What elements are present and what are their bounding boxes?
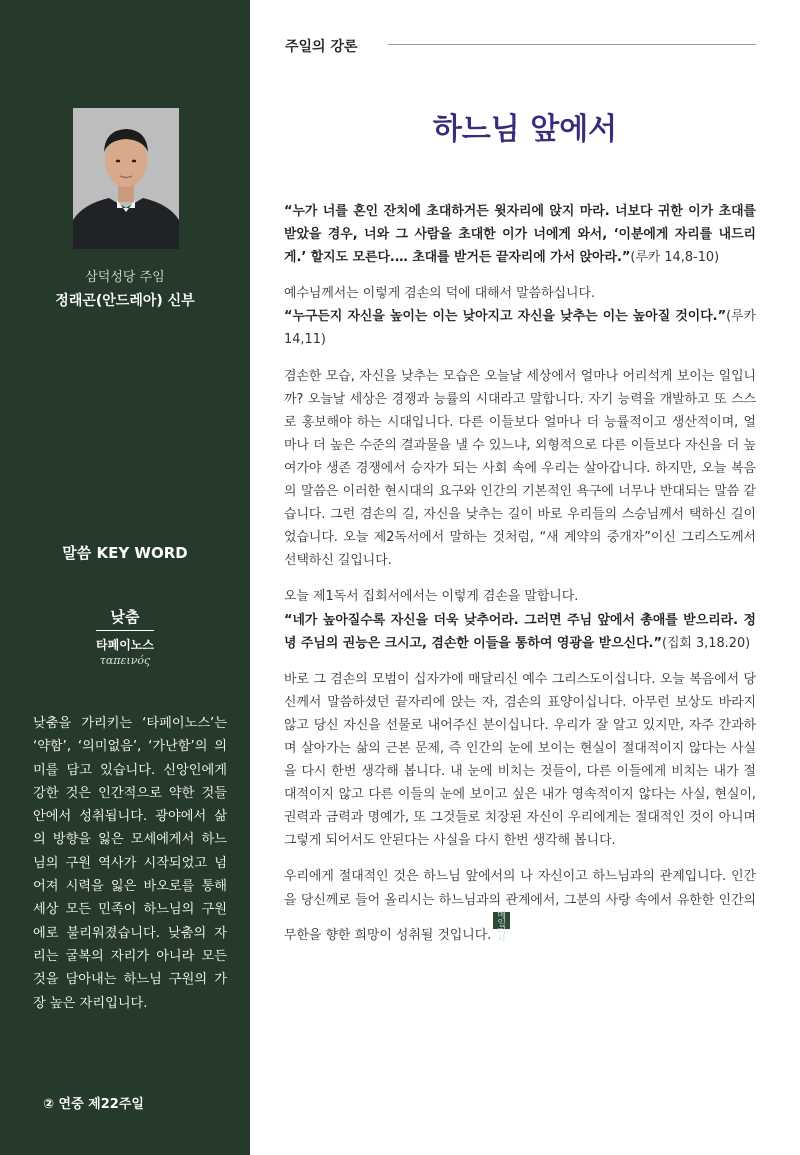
keyword: 낮춤 xyxy=(110,608,140,626)
paragraph-2 xyxy=(284,282,756,351)
paragraph-3: 겸손한 모습, 자신을 낮추는 모습은 오늘날 세상에서 얼마나 어리석게 보이는 일입니까? 오늘날 세상은 경쟁과 능률의 시대라고 말합니다. 자기 능력을 개발하고 또 스스로 홍보해야 하는 시대입니다. 다른 이들보다 얼마나 더 능률적이고 생산적이며, 얼마나 더 높은 수준의 결과물을 낼 수 있느냐, 외형적으로 다른 이들보다 자신을 더 높여가야 생존 경쟁에서 승자가 되는 사회 속에 우리는 살아갑니다. 하지만, 오늘 복음의 말씀은 이러한 현시대의 요구와 인간의 기본적인 욕구에 너무나 반대되는 말씀 같습니다. 그런 겸손의 길, 자신을 낮추는 길이 바로 우리들의 스승님께서 택하신 길이었습니다. 오늘 제2독서에서 말하는 것처럼, “새 계약의 중개자”이신 그리스도께서 선택하신 길입니다. xyxy=(284,368,756,569)
priest-name: 정래곤(안드레아) 신부 xyxy=(55,293,195,309)
priest-portrait-image xyxy=(73,108,179,249)
priest-portrait xyxy=(73,108,179,249)
scripture-reference: (루카 14,8-10) xyxy=(630,250,720,266)
keyword-description: 낮춤을 가리키는 ‘타페이노스’는 ‘약함’, ‘의미없음’, ‘가난함’의 의미를 담고 있습니다. 신앙인에게 강한 것은 인간적으로 약한 것들 안에서 성취됩니다. 광야에서 삶의 방향을 잃은 모세에게서 하느님의 구원 역사가 시작되었고 넘어져 시력을 잃은 바오로를 통해 세상 모든 민족이 하느님의 구원에로 불리워졌습니다. 낮춤의 자리는 굴복의 자리가 아니라 모든 것을 담아내는 하느님 구원의 가장 높은 자리입니다. xyxy=(33,716,227,1011)
sidebar xyxy=(0,0,250,1155)
keyword-section-title: 말씀 KEY WORD xyxy=(62,544,188,562)
scripture-quote: “누구든지 자신을 높이는 이는 낮아지고 자신을 낮추는 이는 높아질 것이다.” xyxy=(284,309,727,325)
parish-name: 삼덕성당 주임 xyxy=(85,270,165,285)
liturgical-week: ② 연중 제22주일 xyxy=(43,1097,144,1112)
section-rule xyxy=(388,44,756,45)
keyword-divider xyxy=(96,630,154,631)
keyword-greek: ταπεινός xyxy=(99,654,151,667)
paragraph-5: 바로 그 겸손의 모범이 십자가에 매달리신 예수 그리스도이십니다. 오늘 복음에서 당신께서 말씀하셨던 끝자리에 앉는 자, 겸손의 표양이십니다. 아무런 보상도 바라지 않고 당신 자신을 선물로 내어주신 분이십니다. 우리가 잘 알고 있지만, 자주 간과하며 살아가는 삶의 근본 문제, 즉 인간의 눈에 보이는 현실이 절대적이지 않다는 사실을 다시 한번 생각해 봅니다. 내 눈에 비치는 것들이, 다른 이들에게 비치는 내가 절대적이지 않고 다른 이들의 눈에 보이고 싶은 내가 영속적이지 않다는 사실, 현실이, 권력과 금력과 명예가, 또 그것들로 치장된 자신이 우리에게는 절대적인 것이 아니며 그렇게 되어서도 안된다는 사실을 다시 한번 생각해 봅니다. xyxy=(284,671,756,849)
scripture-quote: “네가 높아질수록 자신을 더욱 낮추어라. 그러면 주님 앞에서 총애를 받으리라. 정녕 주님의 권능은 크시고, 겸손한 이들을 통하여 영광을 받으신다.” xyxy=(284,612,756,651)
scripture-quote: “누가 너를 혼인 잔치에 초대하거든 윗자리에 앉지 마라. 너보다 귀한 이가 초대를 받았을 경우, 너와 그 사람을 초대한 이가 너에게 와서, ‘이분에게 자리를 내드리게.’ 할지도 모른다.… 초대를 받거든 끝자리에 가서 앉아라.” xyxy=(284,204,756,266)
paragraph-text: 예수님께서는 이렇게 겸손의 덕에 대해서 말씀하십니다. xyxy=(284,286,595,302)
scripture-reference: (집회 3,18.20) xyxy=(661,635,751,651)
scripture-reference: (루카 14,11) xyxy=(284,309,756,348)
end-mark-logo: 매일미사 xyxy=(493,912,510,929)
paragraph-6 xyxy=(284,865,756,946)
section-label: 주일의 강론 xyxy=(285,39,358,55)
homily-body xyxy=(284,200,756,960)
paragraph-1 xyxy=(284,200,756,269)
paragraph-text: 우리에게 절대적인 것은 하느님 앞에서의 나 자신이고 하느님과의 관계입니다. 인간을 당신께로 들어 올리시는 하느님과의 관계에서, 그분의 사랑 속에서 유한한 인간의 무한을 향한 희망이 성취될 것입니다. xyxy=(284,869,756,943)
paragraph-text: 오늘 제1독서 집회서에서는 이렇게 겸손을 말합니다. xyxy=(284,589,579,605)
keyword-transliteration: 타페이노스 xyxy=(96,638,154,652)
page-title: 하느님 앞에서 xyxy=(432,112,618,147)
paragraph-4 xyxy=(284,585,756,654)
